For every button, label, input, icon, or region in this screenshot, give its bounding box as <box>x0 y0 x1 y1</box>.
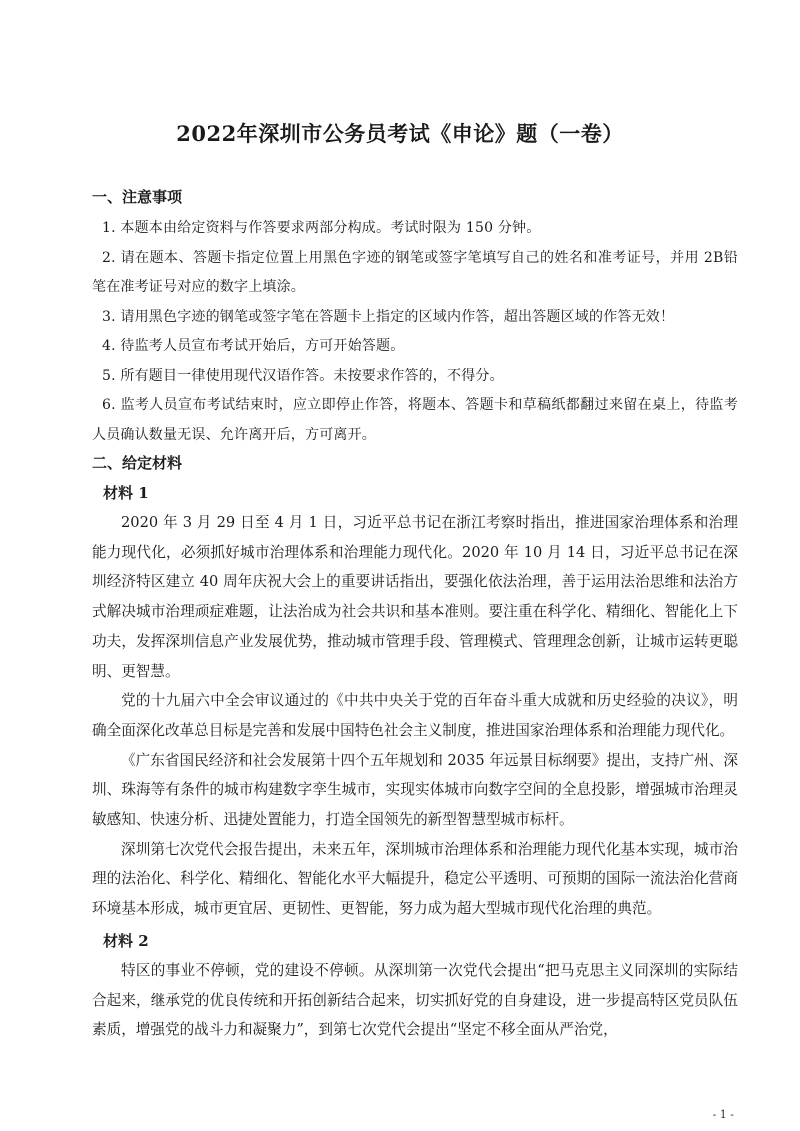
notice-item: 1. 本题本由给定资料与作答要求两部分构成。考试时限为 150 分钟。 <box>102 220 541 236</box>
notice-item: 5. 所有题目一律使用现代汉语作答。未按要求作答的，不得分。 <box>102 367 504 384</box>
notice-item: 6. 监考人员宣布考试结束时，应立即停止作答，将题本、答题卡和草稿纸都翻过来留在桌上，待监考人员确认数量无误、允许离开后，方可离开。 <box>92 397 738 443</box>
material-label: 材料 2 <box>103 931 149 950</box>
notice-item: 3. 请用黑色字迹的钢笔或签字笔在答题卡上指定的区域内作答，超出答题区域的作答无效！ <box>102 308 675 325</box>
notice-section <box>92 184 738 450</box>
material-paragraph: 党的十九届六中全会审议通过的《中共中央关于党的百年奋斗重大成就和历史经验的决议》，明确全面深化改革总目标是完善和发展中国特色社会主义制度，推进国家治理体系和治理能力现代化。 <box>92 692 738 739</box>
materials-heading: 二、给定材料 <box>92 454 183 472</box>
notice-item: 2. 请在题本、答题卡指定位置上用黑色字迹的钢笔或签字笔填写自己的姓名和准考证号，并用 2B铅笔在准考证号对应的数字上填涂。 <box>92 249 738 295</box>
materials-section <box>92 450 738 1045</box>
material-label: 材料 1 <box>103 484 149 502</box>
material-paragraph: 2020 年 3 月 29 日至 4 月 1 日，习近平总书记在浙江考察时指出，推进国家治理体系和治理能力现代化，必须抓好城市治理体系和治理能力现代化。2020 年 10 月 14 日，习近平总书记在深圳经济特区建立 40 周年庆祝大会上的重要讲话指出，要强化依法治理，善于运用法治思维和法治方式解决城市治理顽症难题，让法治成为社会共识和基本准则。要注重在科学化、精细化、智能化上下功夫，发挥深圳信息产业发展优势，推动城市管理手段、管理模式、管理理念创新，让城市运转更聪明、更智慧。 <box>92 514 738 680</box>
document-title: 2022年深圳市公务员考试《申论》题（一卷） <box>176 121 624 146</box>
document-body <box>92 184 738 1045</box>
material-paragraph: 《广东省国民经济和社会发展第十四个五年规划和 2035 年远景目标纲要》提出，支持广州、深圳、珠海等有条件的城市构建数字孪生城市，实现实体城市向数字空间的全息投影，增强城市治理灵敏感知、快速分析、迅捷处置能力，打造全国领先的新型智慧型城市标杆。 <box>92 751 738 829</box>
material-paragraph: 深圳第七次党代会报告提出，未来五年，深圳城市治理体系和治理能力现代化基本实现，城市治理的法治化、科学化、精细化、智能化水平大幅提升，稳定公平透明、可预期的国际一流法治化营商环境基本形成，城市更宜居、更韧性、更智能，努力成为超大型城市现代化治理的典范。 <box>92 840 738 918</box>
page-number: - 1 - <box>712 1108 734 1121</box>
notice-heading: 一、注意事项 <box>92 188 183 206</box>
material-paragraph: 特区的事业不停顿，党的建设不停顿。从深圳第一次党代会提出“把马克思主义同深圳的实际结合起来，继承党的优良传统和开拓创新结合起来，切实抓好党的自身建设，进一步提高特区党员队伍素质，增强党的战斗力和凝聚力”，到第七次党代会提出“坚定不移全面从严治党， <box>92 961 738 1039</box>
notice-item: 4. 待监考人员宣布考试开始后，方可开始答题。 <box>102 338 405 354</box>
